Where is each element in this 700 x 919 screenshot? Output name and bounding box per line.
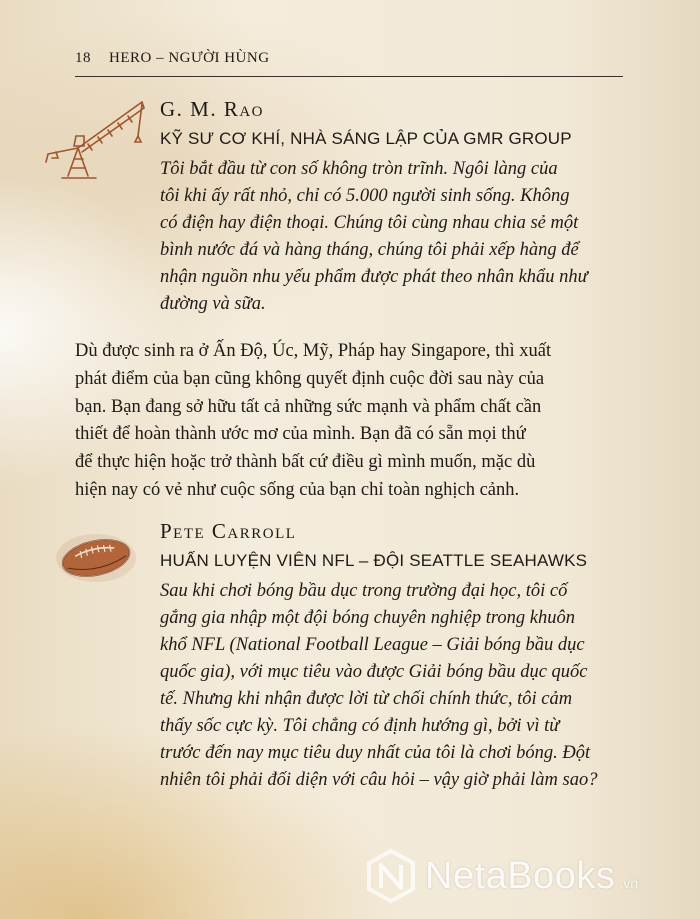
crane-icon <box>38 96 150 186</box>
watermark <box>365 848 638 904</box>
entry-name: G. M. Rao <box>160 97 265 121</box>
quote-line: khổ NFL (National Football League – Giải bóng bầu dục <box>160 634 585 655</box>
body-line: để thực hiện hoặc trở thành bất cứ điều gì mình muốn, mặc dù <box>75 452 536 473</box>
body-line: Dù được sinh ra ở Ấn Độ, Úc, Mỹ, Pháp hay Singapore, thì xuất <box>75 341 552 361</box>
quote-line: thấy sốc cực kỳ. Tôi chẳng có định hướng gì, bởi vì từ <box>160 715 560 736</box>
entry-quote <box>160 156 630 318</box>
watermark-brand: NetaBooks <box>425 854 616 897</box>
quote-line: tôi khi ấy rất nhỏ, chỉ có 5.000 người sinh sống. Không <box>160 185 570 206</box>
quote-line: gắng gia nhập một đội bóng chuyên nghiệp trong khuôn <box>160 607 576 628</box>
page-number: 18 <box>75 50 91 66</box>
quote-line: đường và sữa. <box>160 293 266 314</box>
quote-line: Sau khi chơi bóng bầu dục trong trường đại học, tôi cố <box>160 580 568 601</box>
entry-quote <box>160 578 630 794</box>
body-paragraph <box>75 338 623 505</box>
quote-line: có điện hay điện thoại. Chúng tôi cùng nhau chia sẻ một <box>160 212 579 233</box>
quote-line: trước đến nay mục tiêu duy nhất của tôi là chơi bóng. Đột <box>160 742 591 763</box>
quote-line: nhiên tôi phải đối diện với câu hỏi – vậy giờ phải làm sao? <box>160 769 598 790</box>
football-icon <box>48 522 144 588</box>
netabooks-logo-icon <box>365 848 417 904</box>
quote-line: quốc gia), với mục tiêu vào được Giải bóng bầu dục quốc <box>160 661 588 682</box>
quote-line: Tôi bắt đầu từ con số không tròn trĩnh. Ngôi làng của <box>160 158 558 179</box>
entry-role: HUẤN LUYỆN VIÊN NFL – ĐỘI SEATTLE SEAHAWKS <box>160 551 588 571</box>
header-rule <box>75 76 623 77</box>
quote-line: tế. Nhưng khi nhận được lời từ chối chính thức, tôi cảm <box>160 688 573 709</box>
body-line: bạn. Bạn đang sở hữu tất cả những sức mạnh và phẩm chất cần <box>75 396 542 417</box>
entry-name: Pete Carroll <box>160 519 297 543</box>
entry-gm-rao <box>160 98 630 318</box>
body-line: thiết để hoàn thành ước mơ của mình. Bạn đã có sẵn mọi thứ <box>75 424 526 445</box>
quote-line: bình nước đá và hàng tháng, chúng tôi phải xếp hàng để <box>160 239 579 260</box>
body-line: phát điểm của bạn cũng không quyết định cuộc đời sau này của <box>75 368 545 389</box>
entry-pete-carroll <box>160 520 630 794</box>
running-title: HERO – NGƯỜI HÙNG <box>109 50 270 66</box>
quote-line: nhận nguồn nhu yếu phẩm được phát theo nhân khẩu như <box>160 266 588 287</box>
page-header <box>75 50 623 67</box>
watermark-suffix: .vn <box>619 875 639 891</box>
entry-role: KỸ SƯ CƠ KHÍ, NHÀ SÁNG LẬP CỦA GMR GROUP <box>160 129 572 149</box>
body-line: hiện nay có vẻ như cuộc sống của bạn chỉ toàn nghịch cảnh. <box>75 479 520 500</box>
